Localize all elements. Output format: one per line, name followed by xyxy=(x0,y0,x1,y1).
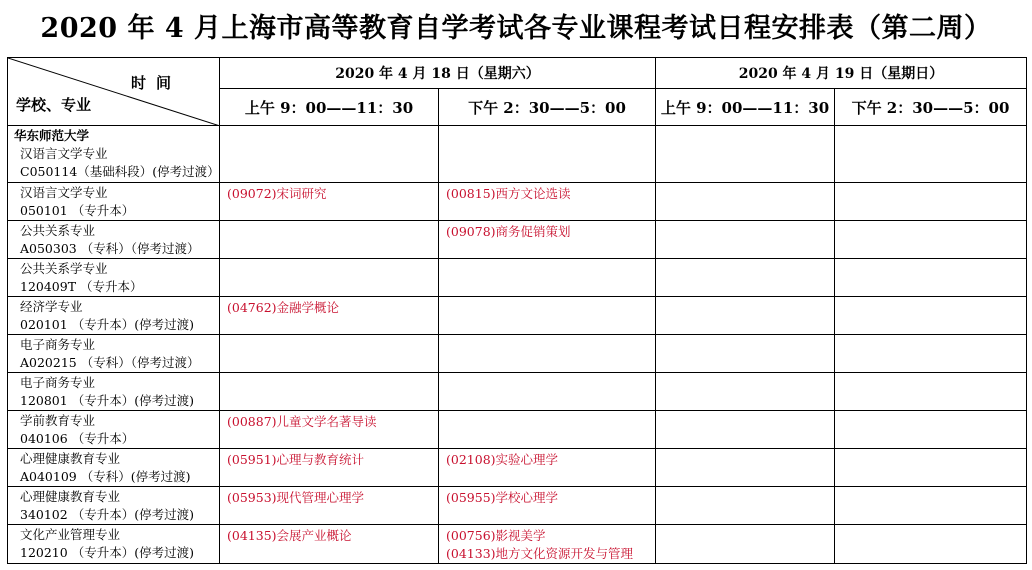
major-cell xyxy=(8,297,220,335)
major-cell xyxy=(8,411,220,449)
course-cell xyxy=(439,126,656,183)
major-cell xyxy=(8,525,220,564)
table-row xyxy=(8,335,1027,373)
course-entry: (09072)宋词研究 xyxy=(227,186,327,201)
course-cell xyxy=(220,297,439,335)
time-label: 时间 xyxy=(130,74,181,92)
major-cell xyxy=(8,449,220,487)
date-header-sat: 2020 年 4 月 18 日（星期六） xyxy=(220,58,656,89)
university-name: 华东师范大学 xyxy=(14,128,90,143)
table-row xyxy=(8,525,1027,564)
course-entry: (00756)影视美学 xyxy=(446,528,546,543)
course-cell xyxy=(835,297,1027,335)
course-cell xyxy=(656,126,835,183)
major-name: 汉语言文学专业 xyxy=(20,146,108,161)
course-cell xyxy=(656,259,835,297)
course-cell xyxy=(656,525,835,564)
corner-header xyxy=(8,58,220,126)
course-cell xyxy=(220,126,439,183)
major-name: 公共关系专业 xyxy=(20,223,96,238)
session-header: 上午 9：00——11：30 xyxy=(656,89,835,126)
course-cell xyxy=(439,411,656,449)
course-cell xyxy=(656,297,835,335)
course-cell xyxy=(835,411,1027,449)
course-cell xyxy=(220,487,439,525)
table-row xyxy=(8,449,1027,487)
course-cell xyxy=(439,183,656,221)
course-cell xyxy=(656,183,835,221)
course-cell xyxy=(220,221,439,259)
course-cell xyxy=(835,487,1027,525)
course-cell xyxy=(835,335,1027,373)
course-cell xyxy=(439,449,656,487)
course-entry: (04135)会展产业概论 xyxy=(227,528,352,543)
major-cell xyxy=(8,221,220,259)
course-cell xyxy=(835,449,1027,487)
major-name: 学前教育专业 xyxy=(20,413,96,428)
major-name: 汉语言文学专业 xyxy=(20,185,108,200)
major-code: C050114（基础科段）(停考过渡） xyxy=(20,164,220,179)
major-cell xyxy=(8,487,220,525)
course-entry: (05953)现代管理心理学 xyxy=(227,490,365,505)
major-name: 公共关系学专业 xyxy=(20,261,108,276)
session-header: 下午 2：30——5：00 xyxy=(439,89,656,126)
course-entry: (04133)地方文化资源开发与管理 xyxy=(446,546,634,561)
course-cell xyxy=(656,373,835,411)
course-cell xyxy=(220,449,439,487)
major-code: 040106 （专升本） xyxy=(20,431,135,446)
course-cell xyxy=(220,335,439,373)
major-name: 心理健康教育专业 xyxy=(20,489,121,504)
major-code: A050303 （专科）（停考过渡） xyxy=(20,241,200,256)
table-row xyxy=(8,373,1027,411)
table-row xyxy=(8,411,1027,449)
course-cell xyxy=(656,449,835,487)
session-header: 下午 2：30——5：00 xyxy=(835,89,1027,126)
course-cell xyxy=(220,183,439,221)
major-code: 120210 （专升本）(停考过渡) xyxy=(20,545,194,560)
course-cell xyxy=(439,373,656,411)
schedule-table xyxy=(7,57,1027,564)
diagonal-line xyxy=(8,58,220,126)
major-code: 050101 （专升本） xyxy=(20,203,135,218)
major-name: 电子商务专业 xyxy=(20,337,96,352)
major-code: 340102 （专升本）(停考过渡) xyxy=(20,507,194,522)
major-cell xyxy=(8,373,220,411)
course-cell xyxy=(439,259,656,297)
course-cell xyxy=(656,411,835,449)
course-entry: (00815)西方文论选读 xyxy=(446,186,571,201)
page-title: 2020 年 4 月上海市高等教育自学考试各专业课程考试日程安排表（第二周） xyxy=(40,13,992,44)
course-cell xyxy=(656,221,835,259)
course-cell xyxy=(835,183,1027,221)
course-entry: (05955)学校心理学 xyxy=(446,490,559,505)
course-cell xyxy=(439,335,656,373)
course-cell xyxy=(220,411,439,449)
table-row xyxy=(8,221,1027,259)
date-header-sun: 2020 年 4 月 19 日（星期日） xyxy=(656,58,1027,89)
table-row xyxy=(8,183,1027,221)
school-label: 学校、专业 xyxy=(16,96,92,114)
course-entry: (04762)金融学概论 xyxy=(227,300,340,315)
major-code: A020215 （专科）（停考过渡） xyxy=(20,355,200,370)
course-cell xyxy=(656,335,835,373)
major-cell xyxy=(8,183,220,221)
course-entry: (09078)商务促销策划 xyxy=(446,224,571,239)
major-name: 文化产业管理专业 xyxy=(20,527,121,542)
table-row xyxy=(8,297,1027,335)
course-cell xyxy=(656,487,835,525)
course-entry: (05951)心理与教育统计 xyxy=(227,452,365,467)
course-cell xyxy=(835,525,1027,564)
major-cell xyxy=(8,335,220,373)
course-entry: (02108)实验心理学 xyxy=(446,452,559,467)
major-name: 心理健康教育专业 xyxy=(20,451,121,466)
major-cell xyxy=(8,259,220,297)
course-cell xyxy=(220,373,439,411)
major-code: 020101 （专升本）(停考过渡) xyxy=(20,317,194,332)
course-cell xyxy=(439,297,656,335)
course-entry: (00887)儿童文学名著导读 xyxy=(227,414,377,429)
session-header: 上午 9：00——11：30 xyxy=(220,89,439,126)
course-cell xyxy=(220,525,439,564)
major-cell xyxy=(8,126,220,183)
course-cell xyxy=(835,221,1027,259)
course-cell xyxy=(439,221,656,259)
course-cell xyxy=(439,525,656,564)
major-code: A040109 （专科）(停考过渡) xyxy=(20,469,191,484)
table-row xyxy=(8,487,1027,525)
major-code: 120801 （专升本）(停考过渡) xyxy=(20,393,194,408)
table-row xyxy=(8,126,1027,183)
major-code: 120409T （专升本） xyxy=(20,279,143,294)
course-cell xyxy=(835,373,1027,411)
major-name: 经济学专业 xyxy=(20,299,83,314)
course-cell xyxy=(835,259,1027,297)
course-cell xyxy=(439,487,656,525)
table-row xyxy=(8,259,1027,297)
course-cell xyxy=(835,126,1027,183)
major-name: 电子商务专业 xyxy=(20,375,96,390)
course-cell xyxy=(220,259,439,297)
